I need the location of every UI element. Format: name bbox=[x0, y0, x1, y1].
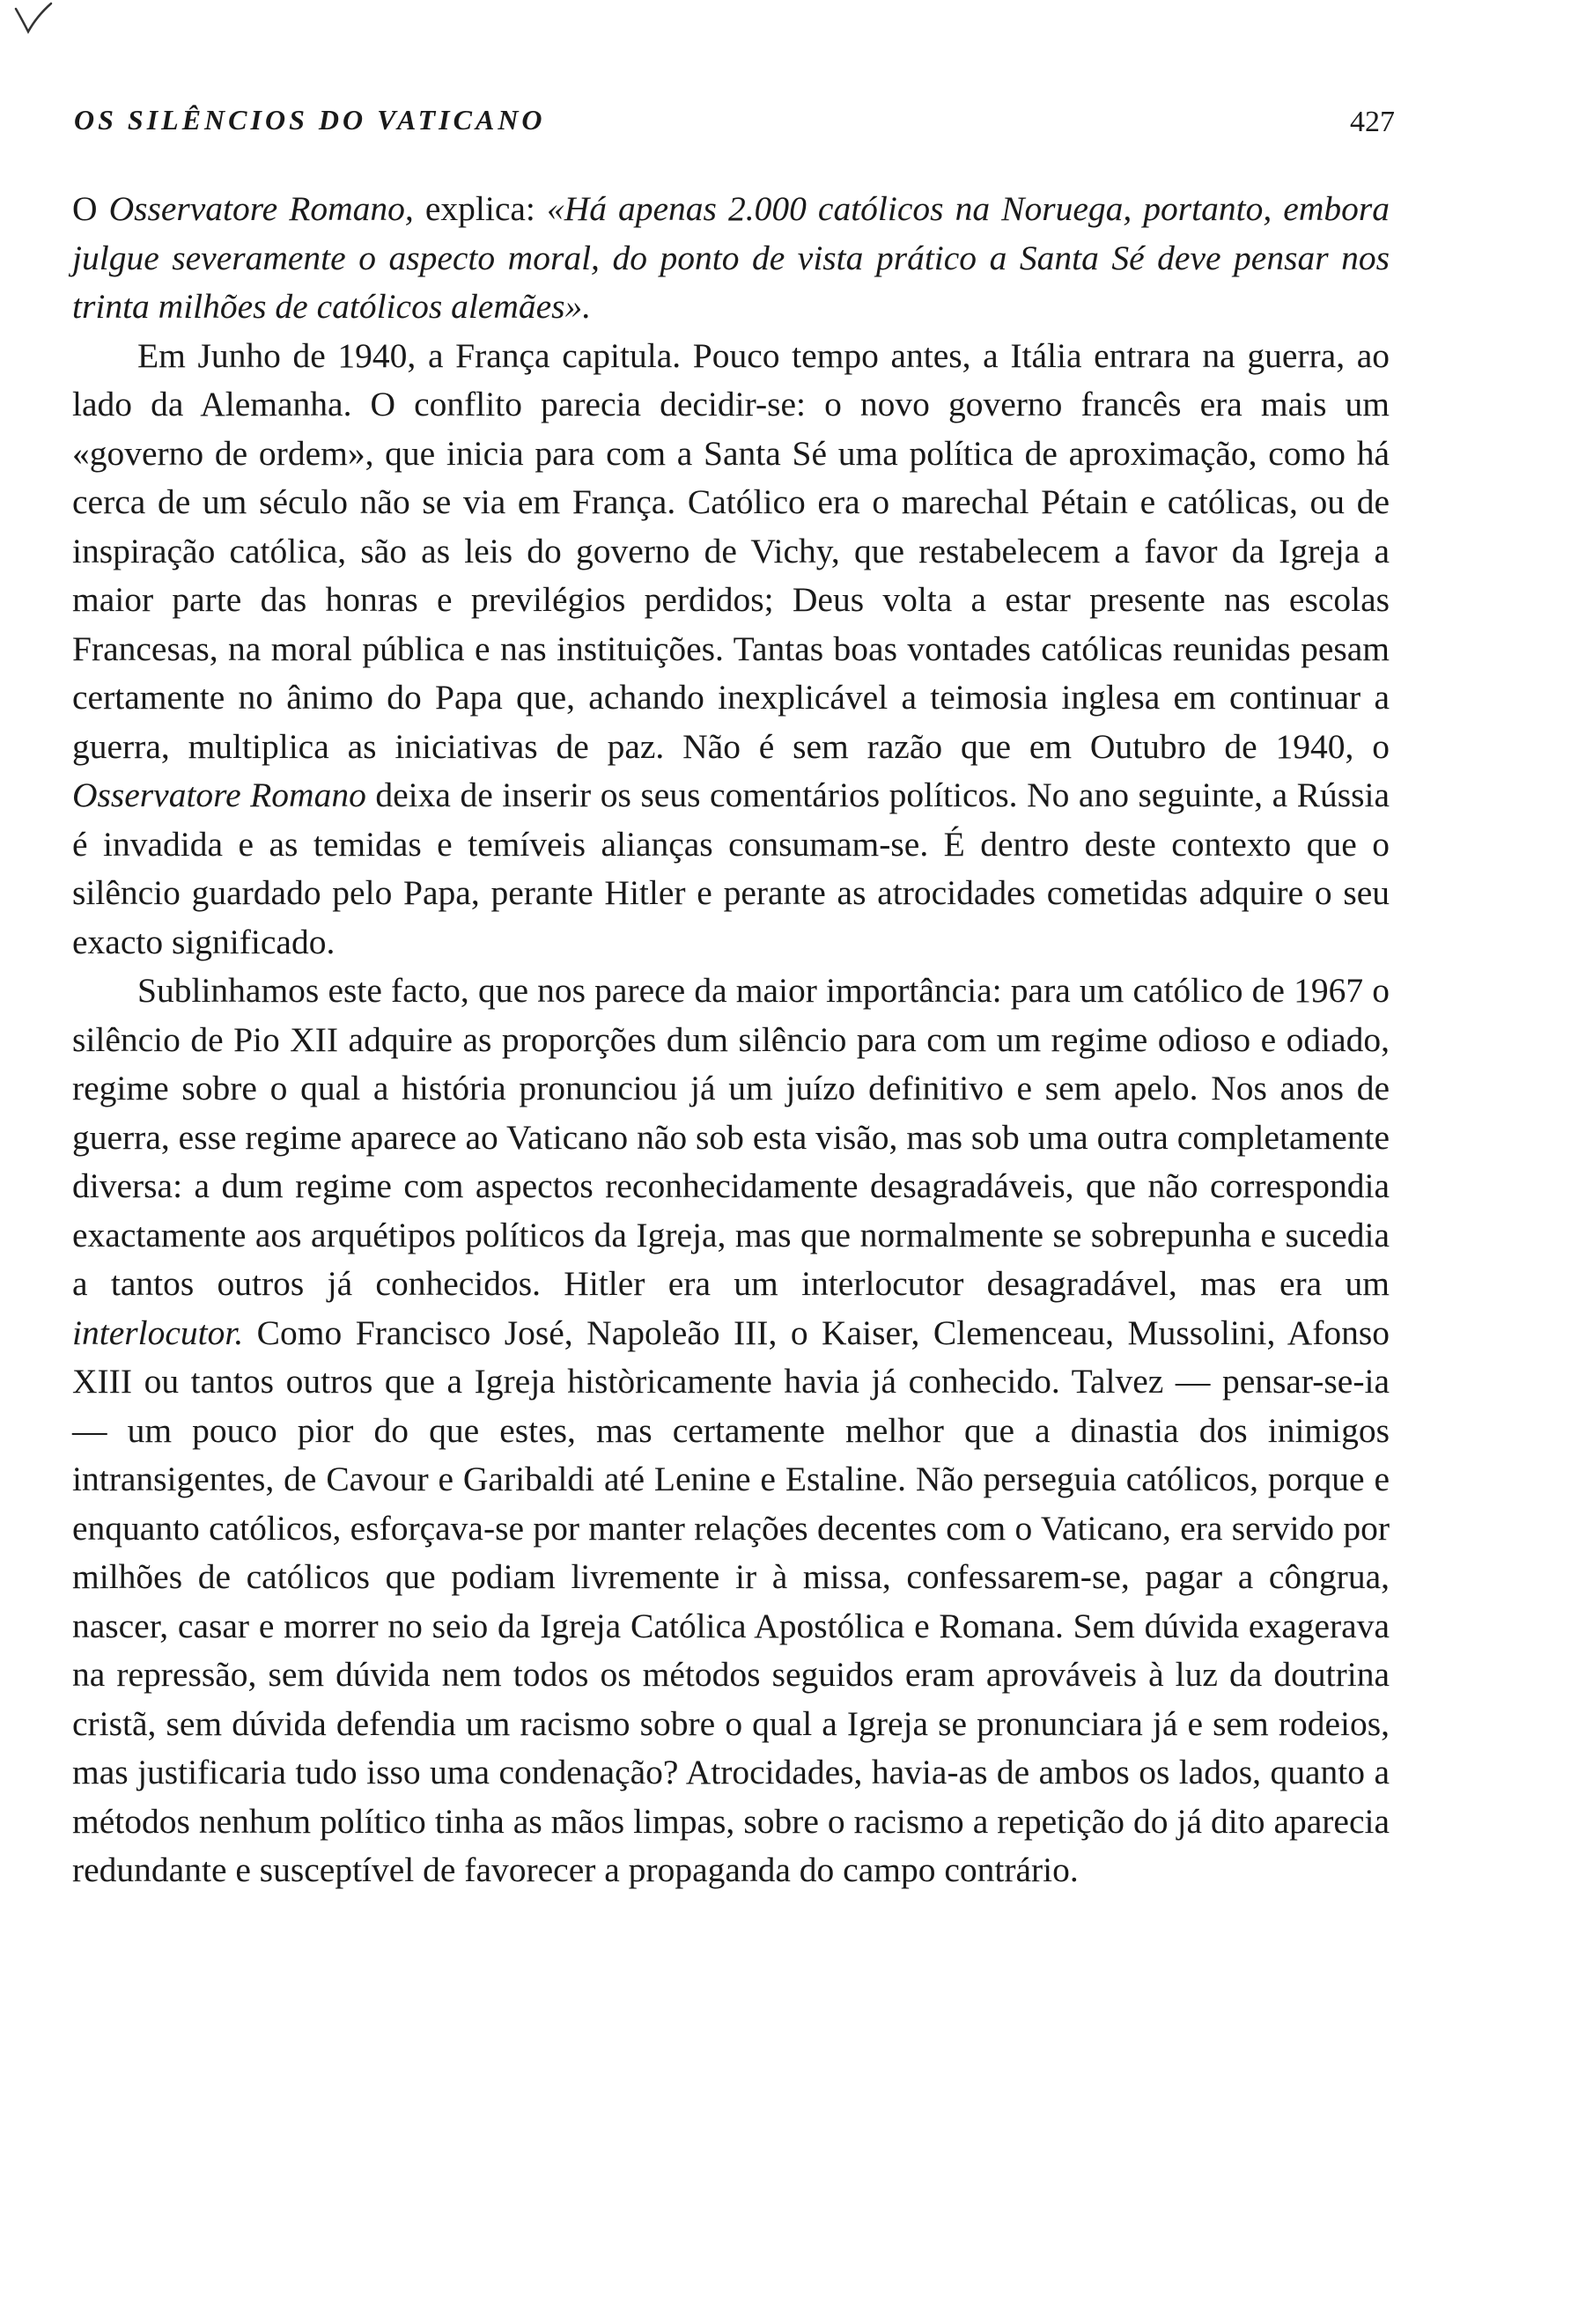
italic-text: Osservatore Romano, bbox=[108, 189, 414, 228]
body-text-run: deixa de inserir os seus comentários políticos. No ano seguinte, a Rússia é invadida e as temidas e temíveis alianças consumam-se. É dentro deste contexto que o silêncio guardado pelo Papa, perante Hitler e perante as atrocidades cometidas adquire o seu exacto significado. bbox=[72, 776, 1390, 961]
body-text-run: explica: bbox=[413, 189, 547, 228]
italic-text: interlocutor. bbox=[72, 1313, 244, 1352]
paragraph bbox=[72, 967, 1390, 1895]
body-text-run: Como Francisco José, Napoleão III, o Kaiser, Clemenceau, Mussolini, Afonso XIII ou tantos outros que a Igreja històricamente havia já conhecido. Talvez — pensar-se-ia — um pouco pior do que estes, mas certamente melhor que a dinastia dos inimigos intransigentes, de Cavour e Garibaldi até Lenine e Estaline. Não perseguia católicos, porque e enquanto católicos, esforçava-se por manter relações decentes com o Vaticano, era servido por milhões de católicos que podiam livremente ir à missa, confessarem-se, pagar a côngrua, nascer, casar e morrer no seio da Igreja Católica Apostólica e Romana. Sem dúvida exagerava na repressão, sem dúvida nem todos os métodos seguidos eram aprováveis à luz da doutrina cristã, sem dúvida defendia um racismo sobre o qual a Igreja se pronunciara já e sem rodeios, mas justificaria tudo isso uma condenação? Atrocidades, havia-as de ambos os lados, quanto a métodos nenhum político tinha as mãos limpas, sobre o racismo a repetição do já dito aparecia redundante e susceptível de favorecer a propaganda do campo contrário. bbox=[72, 1313, 1390, 1889]
body-text-run: Sublinhamos este facto, que nos parece da maior importância: para um católico de 1967 o silêncio de Pio XII adquire as proporções dum silêncio para com um regime odioso e odiado, regime sobre o qual a história pronunciou já um juízo definitivo e sem apelo. Nos anos de guerra, esse regime aparece ao Vaticano não sob esta visão, mas sob uma outra completamente diversa: a dum regime com aspectos reconhecidamente desagradáveis, que não correspondia exactamente aos arquétipos políticos da Igreja, mas que normalmente se sobrepunha e sucedia a tantos outros já conhecidos. Hitler era um interlocutor desagradável, mas era um bbox=[72, 971, 1390, 1303]
paragraph bbox=[72, 185, 1390, 332]
running-title: OS SILÊNCIOS DO VATICANO bbox=[74, 104, 546, 136]
body-text bbox=[72, 185, 1390, 1895]
checkmark-icon bbox=[7, 2, 60, 37]
page-number: 427 bbox=[1350, 106, 1395, 138]
body-text-run: Em Junho de 1940, a França capitula. Pouco tempo antes, a Itália entrara na guerra, ao lado da Alemanha. O conflito parecia decidir-se: o novo governo francês era mais um «governo de ordem», que inicia para com a Santa Sé uma política de aproximação, como há cerca de um século não se via em França. Católico era o marechal Pétain e católicas, ou de inspiração católica, são as leis do governo de Vichy, que restabelecem a favor da Igreja a maior parte das honras e previlégios perdidos; Deus volta a estar presente nas escolas Francesas, na moral pública e nas instituições. Tantas boas vontades católicas reunidas pesam certamente no ânimo do Papa que, achando inexplicável a teimosia inglesa em continuar a guerra, multiplica as iniciativas de paz. Não é sem razão que em Outubro de 1940, o bbox=[72, 335, 1390, 766]
italic-text: «Há apenas 2.000 católicos na Noruega, portanto, embora julgue severamente o aspecto moral, do ponto de vista prático a Santa Sé deve pensar nos trinta milhões de católicos alemães». bbox=[72, 189, 1390, 326]
paragraph-prefix: O bbox=[72, 189, 109, 228]
paragraph bbox=[72, 332, 1390, 967]
page-header bbox=[74, 104, 1395, 150]
italic-text: Osservatore Romano bbox=[72, 776, 366, 814]
